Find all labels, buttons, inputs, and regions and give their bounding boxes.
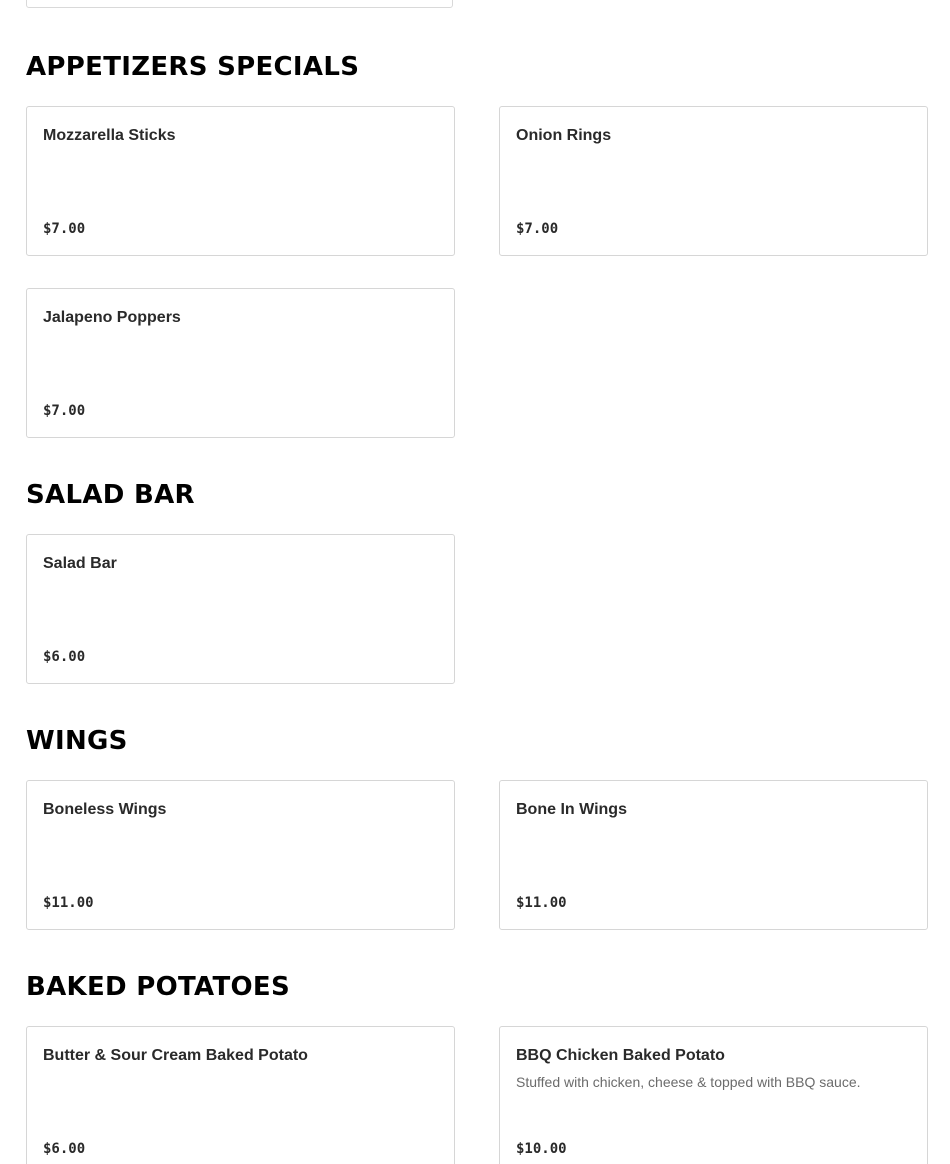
item-price: $10.00 — [516, 1141, 567, 1157]
item-price: $11.00 — [516, 895, 567, 911]
item-name: Bone In Wings — [516, 801, 627, 818]
menu-item-card[interactable] — [499, 1026, 928, 1164]
item-name: Butter & Sour Cream Baked Potato — [43, 1047, 308, 1064]
menu-item-card[interactable] — [499, 106, 928, 256]
item-description: Stuffed with chicken, cheese & topped with BBQ sauce. — [516, 1074, 861, 1090]
item-name: Boneless Wings — [43, 801, 167, 818]
menu-item-card[interactable] — [499, 780, 928, 930]
section-title-salad-bar: SALAD BAR — [26, 480, 195, 510]
item-price: $11.00 — [43, 895, 94, 911]
item-price: $6.00 — [43, 1141, 86, 1157]
menu-item-card[interactable] — [26, 1026, 455, 1164]
item-price: $7.00 — [43, 221, 86, 237]
item-name: Mozzarella Sticks — [43, 127, 176, 144]
menu-item-card[interactable] — [26, 288, 455, 438]
item-price: $7.00 — [43, 403, 86, 419]
item-price: $7.00 — [516, 221, 559, 237]
item-name: Onion Rings — [516, 127, 612, 144]
section-title-appetizers: APPETIZERS SPECIALS — [26, 52, 360, 82]
section-title-wings: WINGS — [26, 726, 128, 756]
section-title-baked-potatoes: BAKED POTATOES — [26, 972, 290, 1002]
menu-item-card[interactable] — [26, 534, 455, 684]
item-price: $6.00 — [43, 649, 86, 665]
menu-item-card[interactable] — [26, 780, 455, 930]
item-name: Salad Bar — [43, 555, 117, 572]
item-name: BBQ Chicken Baked Potato — [516, 1047, 725, 1064]
menu-item-card-partial[interactable] — [26, 0, 453, 8]
menu-item-card[interactable] — [26, 106, 455, 256]
item-name: Jalapeno Poppers — [43, 309, 181, 326]
